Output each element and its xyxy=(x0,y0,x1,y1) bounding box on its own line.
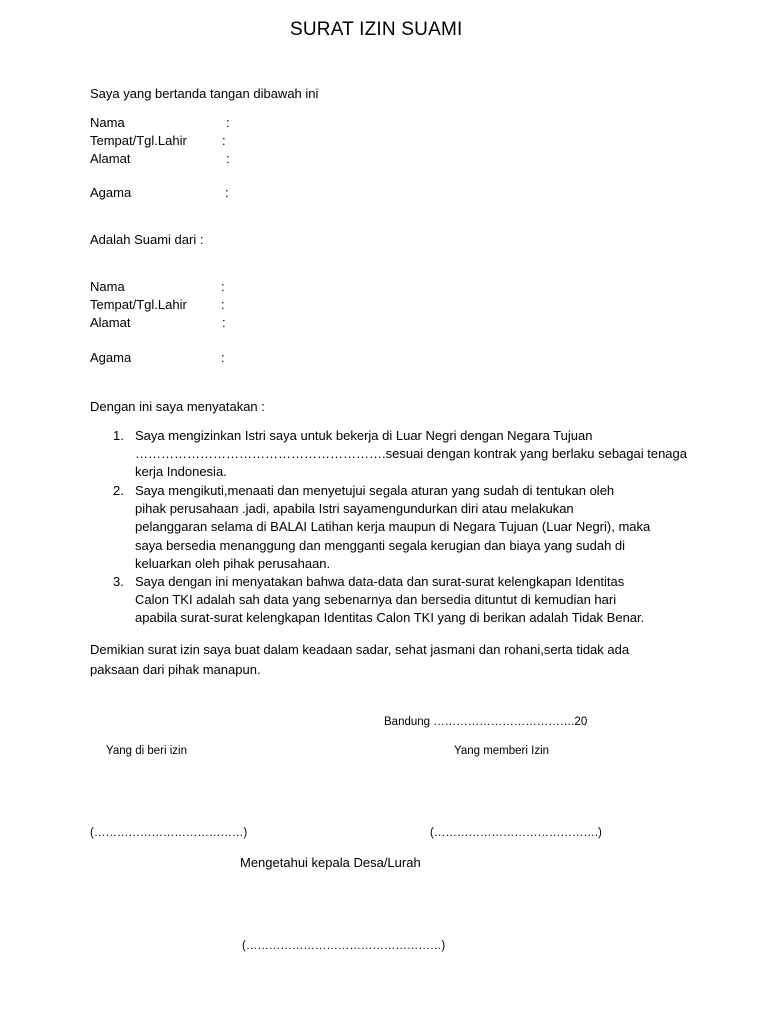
husband-name-colon: : xyxy=(226,115,230,130)
witness-signature-line: (……………………………………………) xyxy=(242,940,446,952)
closing-line: Demikian surat izin saya buat dalam keadaan sadar, sehat jasmani dan rohani,serta tidak ada xyxy=(90,642,630,657)
signature-left-label: Yang di beri izin xyxy=(106,745,187,757)
closing-paragraph xyxy=(90,640,629,680)
signature-right-line: (…………………………………….) xyxy=(430,827,602,839)
wife-address-colon: : xyxy=(222,315,226,330)
statement-2-line: saya bersedia menanggung dan mengganti segala kerugian dan biaya yang sudah di xyxy=(135,537,626,553)
relation-text: Adalah Suami dari : xyxy=(90,232,204,247)
wife-name-label: Nama xyxy=(90,279,125,294)
statement-1 xyxy=(135,427,687,482)
statement-3 xyxy=(135,573,644,628)
wife-religion-colon: : xyxy=(221,350,225,365)
statement-3-line: Saya dengan ini menyatakan bahwa data-data dan surat-surat kelengkapan Identitas xyxy=(135,574,625,589)
statement-1-line: ………………………………………………….sesuai dengan kontrak yang berlaku sebagai tenaga xyxy=(135,446,687,462)
statement-2-line: Saya mengikuti,menaati dan menyetujui segala aturan yang sudah di tentukan oleh xyxy=(135,483,615,498)
statement-3-line: Calon TKI adalah sah data yang sebenarnya dan bersedia dituntut di kemudian hari xyxy=(135,592,617,608)
statement-1-line: Saya mengizinkan Istri saya untuk bekerja di Luar Negri dengan Negara Tujuan xyxy=(135,428,593,443)
statement-2-line: keluarkan oleh pihak perusahaan. xyxy=(135,555,331,571)
statement-2-number: 2. xyxy=(113,483,124,498)
statement-intro: Dengan ini saya menyatakan : xyxy=(90,399,265,414)
husband-birth-label: Tempat/Tgl.Lahir xyxy=(90,133,187,148)
wife-birth-colon: : xyxy=(221,297,225,312)
letter-title: SURAT IZIN SUAMI xyxy=(290,19,463,40)
statement-1-line: kerja Indonesia. xyxy=(135,464,227,480)
statement-2-line: pelanggaran selama di BALAI Latihan kerja maupun di Negara Tujuan (Luar Negri), maka xyxy=(135,519,651,535)
intro-text: Saya yang bertanda tangan dibawah ini xyxy=(90,86,319,101)
husband-religion-label: Agama xyxy=(90,185,132,200)
statement-2 xyxy=(135,482,650,573)
signature-left-line: (…………………………………) xyxy=(90,827,248,839)
statement-2-line: pihak perusahaan .jadi, apabila Istri sayamengundurkan diri atau melakukan xyxy=(135,501,574,517)
husband-religion-colon: : xyxy=(225,185,229,200)
wife-birth-label: Tempat/Tgl.Lahir xyxy=(90,297,187,312)
wife-religion-label: Agama xyxy=(90,350,132,365)
statement-3-number: 3. xyxy=(113,574,124,589)
wife-address-label: Alamat xyxy=(90,315,131,330)
statement-1-number: 1. xyxy=(113,428,124,443)
closing-line: paksaan dari pihak manapun. xyxy=(90,662,261,677)
husband-address-colon: : xyxy=(226,151,230,166)
husband-birth-colon: : xyxy=(222,133,226,148)
statement-3-line: apabila surat-surat kelengkapan Identitas Calon TKI yang di berikan adalah Tidak Benar. xyxy=(135,610,645,626)
husband-address-label: Alamat xyxy=(90,151,131,166)
husband-name-label: Nama xyxy=(90,115,125,130)
wife-name-colon: : xyxy=(221,279,225,294)
place-date: Bandung ……………………………….20 xyxy=(384,716,588,728)
witness-label: Mengetahui kepala Desa/Lurah xyxy=(240,855,421,870)
signature-right-label: Yang memberi Izin xyxy=(454,745,550,757)
